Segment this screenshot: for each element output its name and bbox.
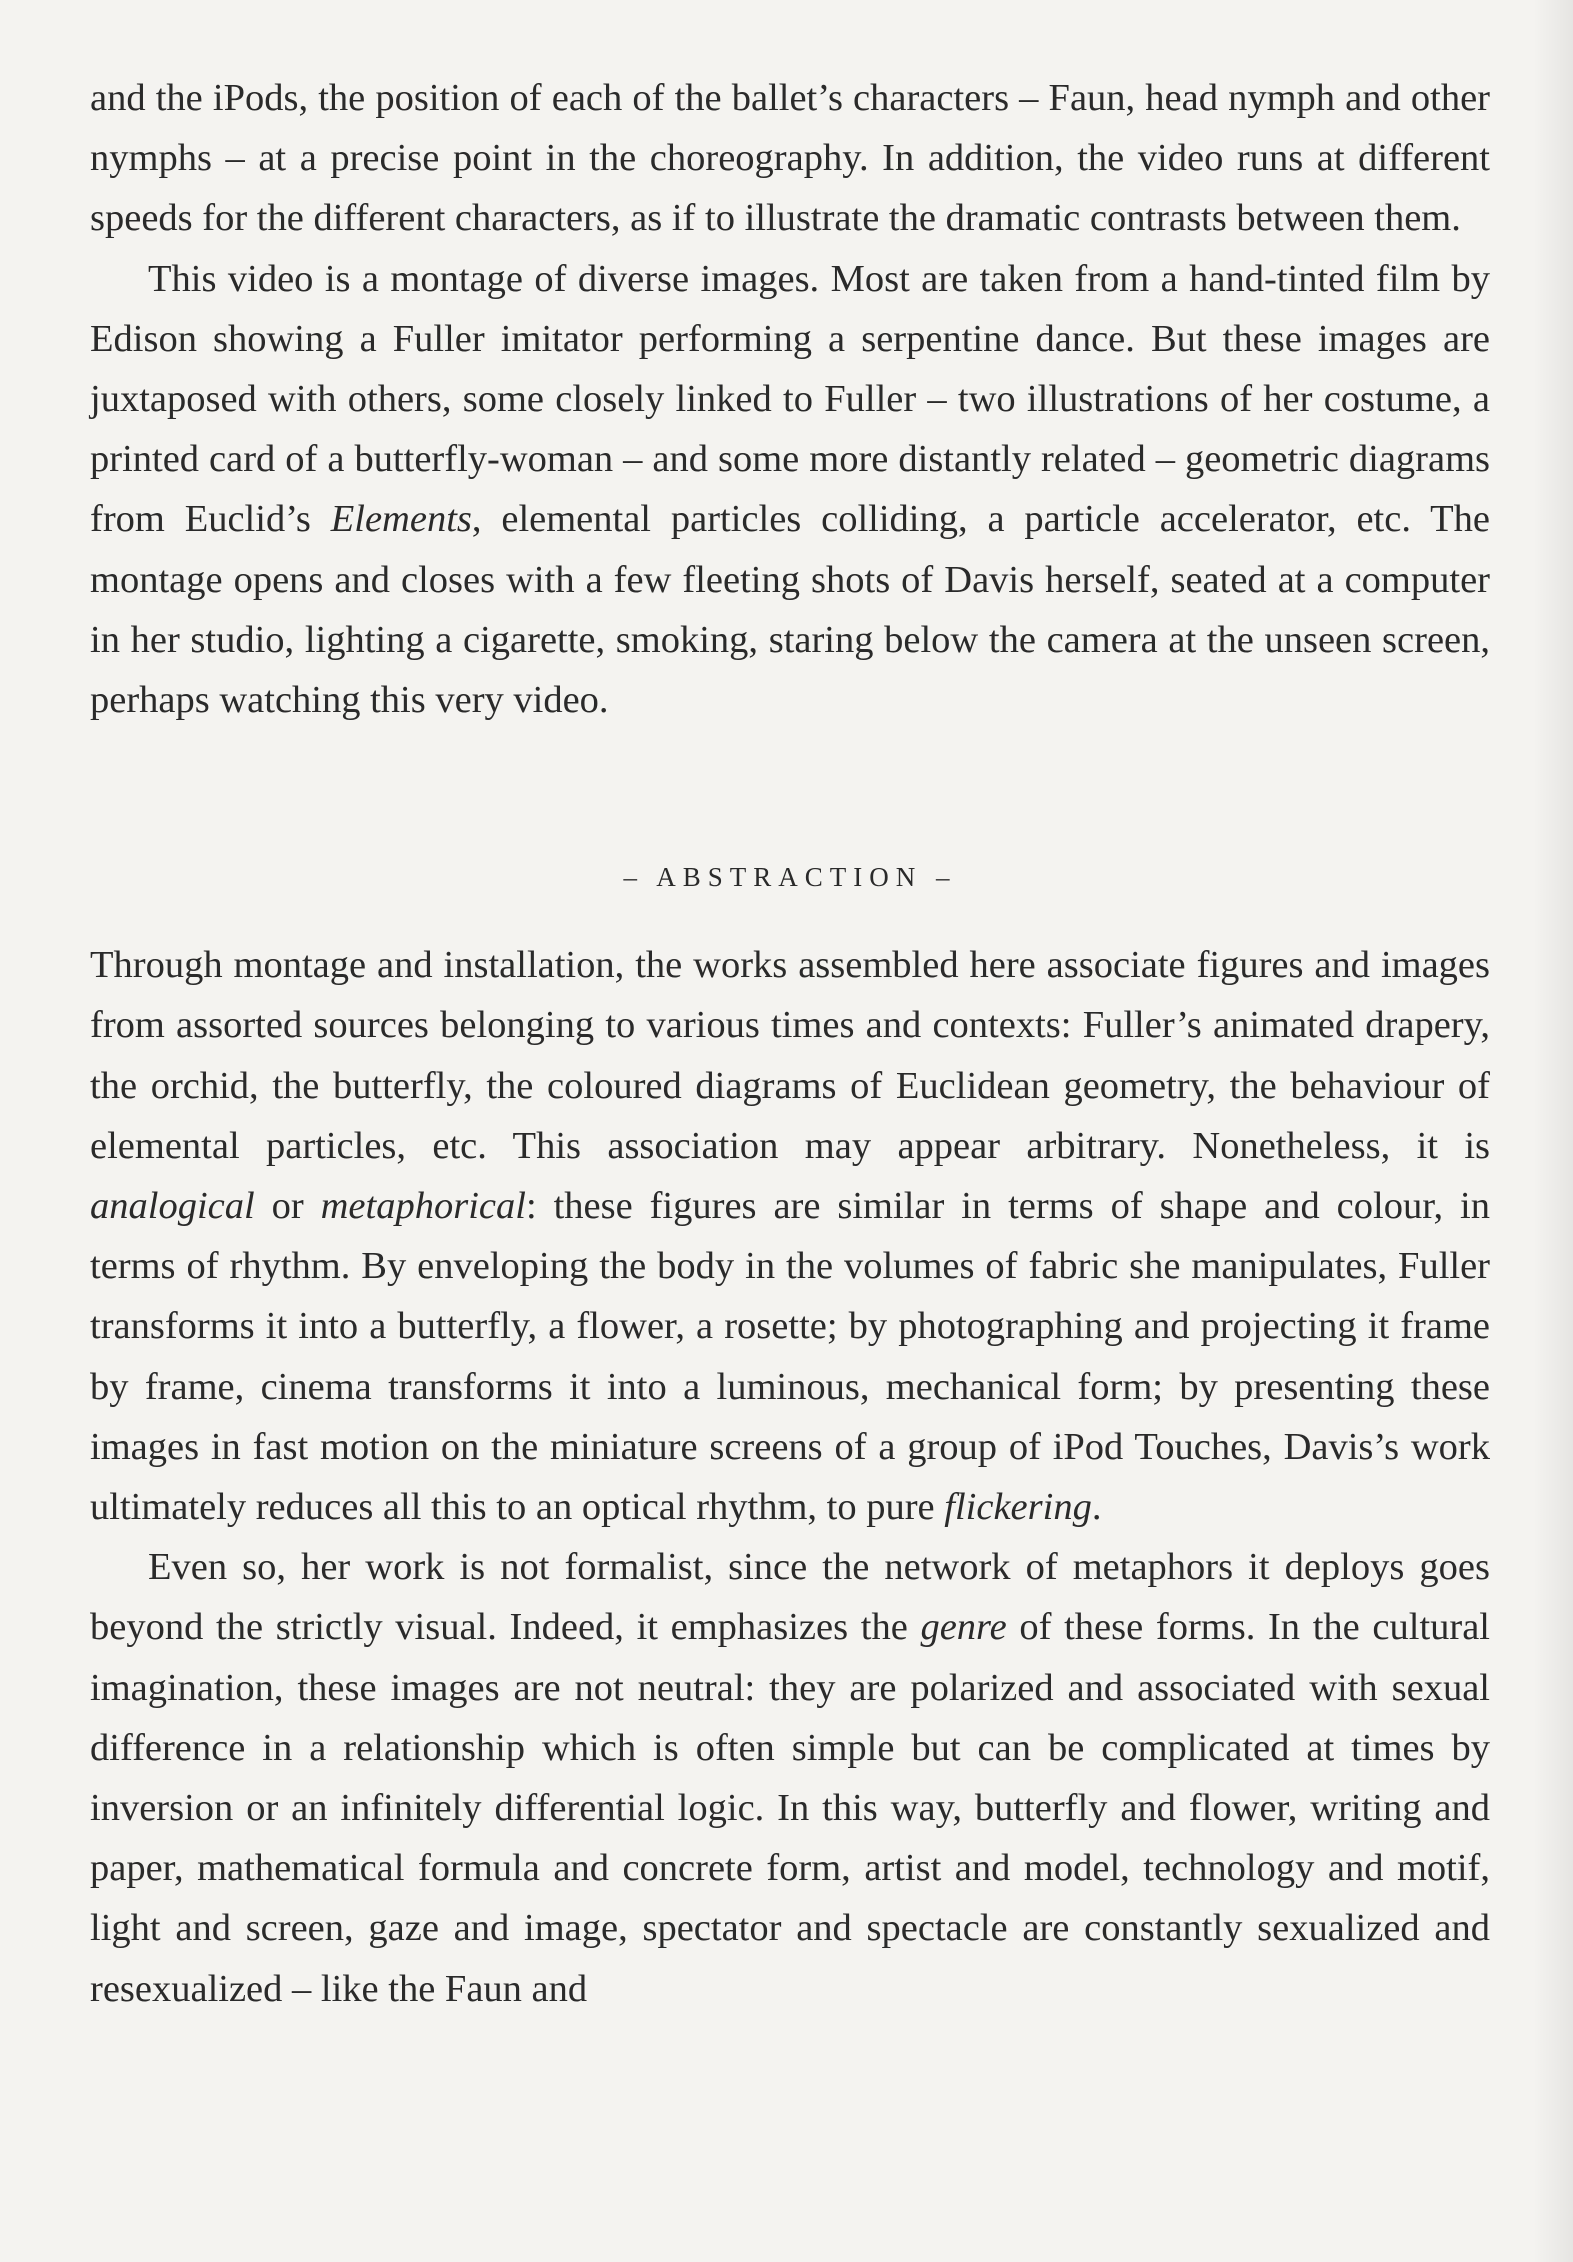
text-run: This video is a montage of diverse images. Most are taken from a hand-tinted film by Edison showing a Fuller imitator performing a serpentine dance. But these images are juxtaposed with others, some closely linked to Fuller – two illustrations of her costume, a printed card of a butterfly-woman – and some more distantly related – geometric diagrams from Euclid’s [90, 257, 1490, 541]
italic-run: genre [920, 1606, 1007, 1649]
paragraph-1 [90, 68, 1490, 249]
text-run: Through montage and installation, the works assembled here associate figures and images from assorted sources belonging to various times and contexts: Fuller’s animated drapery, the orchid, the butterfly, the coloured diagrams of Euclidean geometry, the behaviour of elemental particles, etc. This association may appear arbitrary. Nonetheless, it is [90, 944, 1490, 1167]
page-edge-shadow [1533, 0, 1573, 2262]
top-paragraphs [90, 68, 1490, 730]
italic-run: metaphorical [320, 1185, 526, 1228]
italic-run: Elements [330, 498, 472, 541]
text-run: of these forms. In the cultural imagination, these images are not neutral: they are polarized and associated with sexual difference in a relationship which is often simple but can be complicated at times by inversion or an infinitely differential logic. In this way, butterfly and flower, writing and paper, mathematical formula and concrete form, artist and model, technology and motif, light and screen, gaze and image, spectator and spectacle are constantly sexualized and resexualized – like the Faun and [90, 1606, 1490, 2010]
paragraph-2 [90, 249, 1490, 731]
text-run: , elemental particles colliding, a particle accelerator, etc. The montage opens and closes with a few fleeting shots of Davis herself, seated at a computer in her studio, lighting a cigarette, smoking, staring below the camera at the unseen screen, perhaps watching this very video. [90, 498, 1490, 722]
page-body [90, 68, 1490, 2019]
text-run: or [254, 1185, 321, 1228]
text-run: . [1091, 1486, 1102, 1529]
italic-run: flickering [944, 1486, 1092, 1529]
text-run: and the iPods, the position of each of the ballet’s characters – Faun, head nymph and other nymphs – at a precise point in the choreography. In addition, the video runs at different speeds for the different characters, as if to illustrate the dramatic contrasts between them. [90, 77, 1490, 240]
bottom-paragraphs [90, 935, 1490, 2019]
section-heading: – ABSTRACTION – [623, 862, 957, 893]
paragraph-4 [90, 1537, 1490, 2019]
italic-run: analogical [90, 1185, 255, 1228]
paragraph-3 [90, 935, 1490, 1537]
text-run: : these figures are similar in terms of shape and colour, in terms of rhythm. By enveloping the body in the volumes of fabric she manipulates, Fuller transforms it into a butterfly, a flower, a rosette; by photographing and projecting it frame by frame, cinema transforms it into a luminous, mechanical form; by presenting these images in fast motion on the miniature screens of a group of iPod Touches, Davis’s work ultimately reduces all this to an optical rhythm, to pure [90, 1185, 1490, 1529]
text-run: Even so, her work is not formalist, since the network of metaphors it deploys goes beyond the strictly visual. Indeed, it emphasizes the [90, 1546, 1490, 1649]
